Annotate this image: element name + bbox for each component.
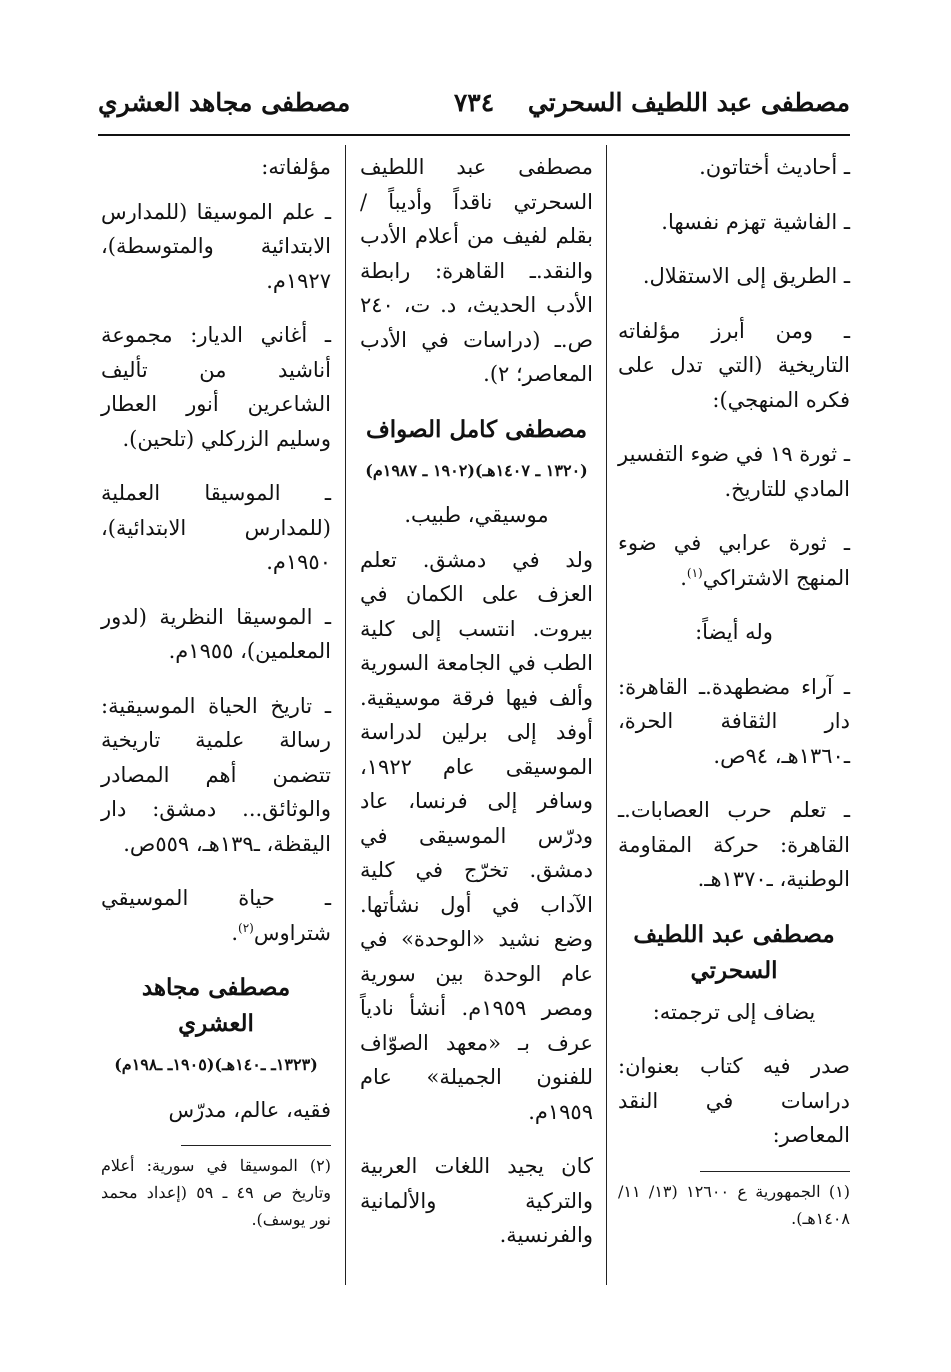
paragraph: ـ آراء مضطهدة.ـ القاهرة: دار الثقافة الحرة، ـ١٣٦٠هـ، ٩٤ص. (618, 674, 850, 768)
paragraph (101, 881, 331, 950)
column-middle (360, 150, 593, 1273)
page-number: ٧٣٤ (453, 88, 495, 117)
paragraph: يضاف إلى ترجمته: (652, 999, 816, 1024)
entry-heading: مصطفى مجاهد العشري (141, 974, 291, 1037)
footnote: (١) الجمهورية ع ١٢٦٠٠ (١٣/ ١١/ ١٤٠٨هـ). (618, 1181, 851, 1228)
paragraph: موسيقي، طبيب. (404, 503, 549, 527)
paragraph: ـ الموسيقا العملية (للمدارس الابتدائية)، ١٩٥٠م. (101, 481, 331, 574)
paragraph: ـ تاريخ الحياة الموسيقية: رسالة علمية تاريخية تتضمن أهم المصادر والوثائق... دمشق: دار اليقظة، ـ١٣٩هـ، ٥٥٩ص. (101, 693, 331, 856)
paragraph: فقيه، عالم، مدرّس (168, 1097, 331, 1122)
paragraph: ـ الموسيقا النظرية (لدور المعلمين)، ١٩٥٥م. (101, 604, 331, 663)
paragraph: ـ علم الموسيقا (للمدارس الابتدائية والمتوسطة)، ١٩٢٧م. (101, 199, 331, 293)
paragraph-text: ـ ثورة عرابي في ضوء المنهج الاشتراكي (618, 531, 850, 590)
paragraph: ـ الفاشية تهزم نفسها. (661, 209, 850, 234)
entry-dates: (١٣٢٣ـ ـ١٤٠هـ)(١٩٠٥ـ ـ١٩٨م) (114, 1055, 318, 1074)
paragraph-end: . (680, 565, 687, 590)
page-header (98, 80, 850, 136)
entry-heading: مصطفى عبد اللطيف السحرتي (633, 920, 835, 984)
header-rule (98, 134, 850, 136)
paragraph: ـ ثورة ١٩ في ضوء التفسير المادي للتاريخ. (618, 442, 850, 501)
footnote: (٢) الموسيقا في سورية: أعلام وتاريخ ص ٤٩ ـ ٥٩ (إعداد محمد نور يوسف). (101, 1156, 332, 1229)
paragraph: ولد في دمشق. تعلم العزف على الكمان في بيروت. انتسب إلى كلية الطب في الجامعة السورية وألف فيها فرقة موسيقية. أوفد إلى برلين لدراسة الموسيقى عام ١٩٢٢، وسافر إلى فرنسا، عاد ودرّس الموسيقى في دمشق. تخرّج في كلية الآداب في أول نشأتها. وضع نشيد «الوحدة» في عام الوحدة بين سورية ومصر ١٩٥٩م. أنشأ نادياً عرف بـ «معهد الصوّاف للفنون الجميلة» عام ١٩٥٩م. (360, 547, 593, 1124)
footnote-rule (700, 1171, 850, 1172)
column-left (101, 150, 331, 1233)
paragraph: وله أيضاً: (695, 620, 773, 644)
paragraph (618, 526, 850, 595)
paragraph: ـ الطريق إلى الاستقلال. (642, 264, 850, 288)
footnote-rule (181, 1145, 331, 1146)
paragraph: ـ أحاديث أختاتون. (699, 155, 850, 179)
paragraph: مؤلفاته: (261, 155, 331, 179)
paragraph: ـ أغاني الديار: مجموعة أناشيد من تأليف الشاعرين أنور العطار وسليم الزركلي (تلحين). (101, 323, 331, 451)
column-divider-left (345, 145, 346, 1285)
entry-dates: (١٣٢٠ ـ ١٤٠٧هـ)(١٩٠٢ ـ ١٩٨٧م) (365, 460, 588, 480)
paragraph: كان يجيد اللغات العربية والتركية والألمانية والفرنسية. (360, 1154, 593, 1247)
paragraph-end: . (231, 920, 239, 945)
paragraph: ـ ومن أبرز مؤلفاته التاريخية (التي تدل على فكره المنهجي): (618, 318, 850, 412)
column-divider-right (606, 145, 607, 1285)
paragraph: مصطفى عبد اللطيف السحرتي ناقداً وأديباً / بقلم لفيف من أعلام الأدب والنقد.ـ القاهرة: رابطة الأدب الحديث، د. ت، ٢٤٠ ص.ـ (دراسات في الأدب المعاصر؛ ٢). (360, 155, 593, 386)
running-head-left: مصطفى مجاهد العشري (98, 88, 351, 117)
paragraph-text: ـ حياة الموسيقي شتراوس (101, 886, 331, 945)
footnote-marker: (١) (686, 565, 703, 580)
entry-heading: مصطفى كامل الصواف (365, 415, 588, 443)
running-head-right: مصطفى عبد اللطيف السحرتي (527, 88, 850, 117)
paragraph: صدر فيه كتاب بعنوان: دراسات في النقد المعاصر: (618, 1054, 850, 1147)
column-right (618, 150, 850, 1232)
footnote-marker: (٢) (238, 920, 254, 935)
paragraph: ـ تعلم حرب العصابات.ـ القاهرة: حركة المقاومة الوطنية، ـ١٣٧٠هـ. (618, 798, 850, 891)
